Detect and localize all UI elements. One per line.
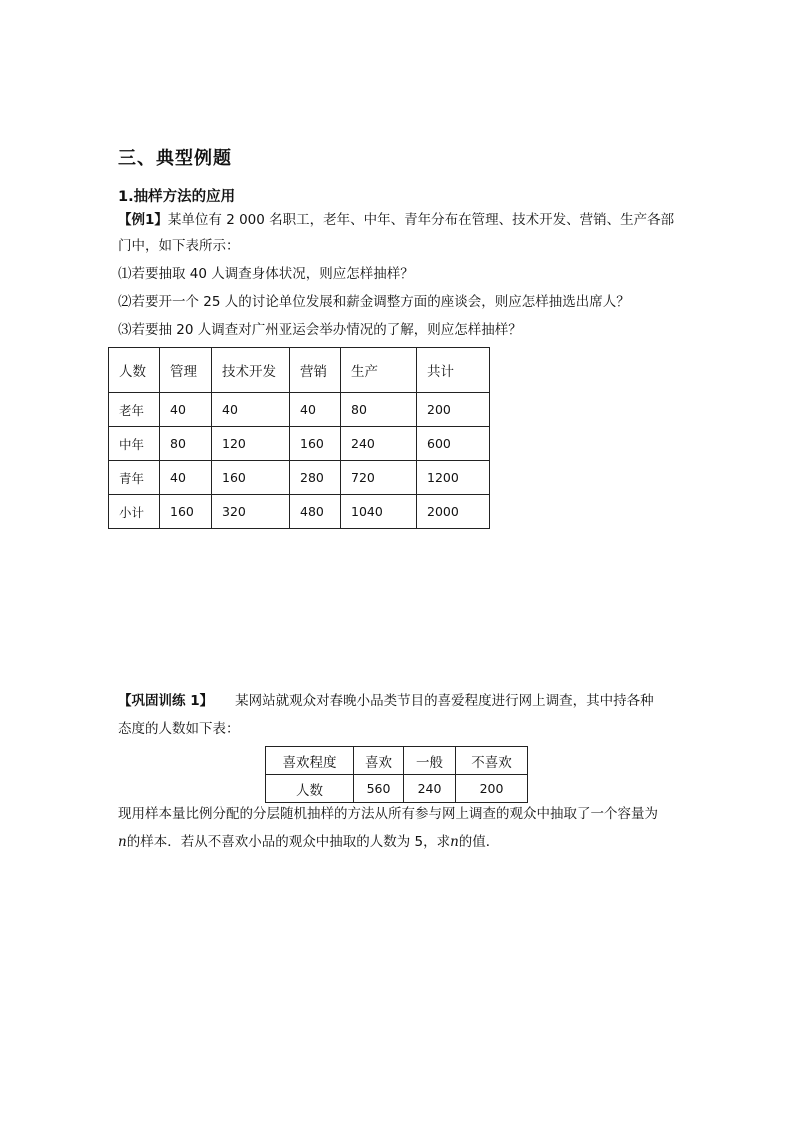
table-row [109, 495, 490, 529]
staff-table-header: 管理 [160, 348, 212, 393]
table-cell: 160 [290, 427, 341, 461]
row-label: 中年 [109, 427, 160, 461]
table-cell: 240 [404, 775, 456, 803]
table-cell: 240 [341, 427, 417, 461]
staff-table-header: 营销 [290, 348, 341, 393]
example1-question2: ⑵若要开一个 25 人的讨论单位发展和薪金调整方面的座谈会，则应怎样抽选出席人？ [118, 294, 630, 310]
preference-table-header-row [266, 747, 528, 775]
table-cell: 200 [417, 393, 490, 427]
row-label: 老年 [109, 393, 160, 427]
table-cell: 80 [160, 427, 212, 461]
table-cell: 560 [354, 775, 404, 803]
table-cell: 40 [290, 393, 341, 427]
table-cell: 40 [160, 393, 212, 427]
example1-text1: 某单位有 2 000 名职工，老年、中年、青年分布在管理、技术开发、营销、生产各部 [167, 212, 675, 228]
table-row [266, 775, 528, 803]
table-cell: 80 [341, 393, 417, 427]
training1-line3: 现用样本量比例分配的分层随机抽样的方法从所有参与网上调查的观众中抽取了一个容量为 [118, 806, 658, 822]
variable-n: n [118, 834, 127, 850]
table-cell: 600 [417, 427, 490, 461]
training1-text4a: 的样本．若从不喜欢小品的观众中抽取的人数为 5，求 [126, 834, 451, 850]
staff-table [108, 347, 490, 529]
training1-text1: 某网站就观众对春晚小品类节目的喜爱程度进行网上调查，其中持各种 [235, 693, 654, 709]
table-cell: 160 [212, 461, 290, 495]
row-label: 青年 [109, 461, 160, 495]
preference-table-header: 喜欢 [354, 747, 404, 775]
staff-table-header: 共计 [417, 348, 490, 393]
table-cell: 2000 [417, 495, 490, 529]
row-label: 小计 [109, 495, 160, 529]
row-label: 人数 [266, 775, 354, 803]
staff-table-header: 技术开发 [212, 348, 290, 393]
training1-tag: 【巩固训练 1】 [118, 693, 214, 709]
variable-n: n [450, 834, 459, 850]
example1-line1 [118, 210, 674, 230]
table-row [109, 427, 490, 461]
example1-question3: ⑶若要抽 20 人调查对广州亚运会举办情况的了解，则应怎样抽样？ [118, 322, 522, 338]
table-cell: 1040 [341, 495, 417, 529]
table-cell: 320 [212, 495, 290, 529]
training1-line2: 态度的人数如下表： [118, 721, 240, 737]
staff-table-header: 生产 [341, 348, 417, 393]
section-title: 三、典型例题 [118, 148, 232, 169]
training1-text4b: 的值． [458, 834, 500, 850]
table-cell: 480 [290, 495, 341, 529]
preference-table-header: 喜欢程度 [266, 747, 354, 775]
preference-table-header: 不喜欢 [456, 747, 528, 775]
example1-question1: ⑴若要抽取 40 人调查身体状况，则应怎样抽样？ [118, 266, 414, 282]
table-row [109, 393, 490, 427]
subsection-title: 1.抽样方法的应用 [118, 189, 236, 205]
example1-line2: 门中，如下表所示： [118, 238, 240, 254]
preference-table [265, 746, 528, 803]
table-row [109, 461, 490, 495]
training1-line4 [118, 832, 499, 852]
staff-table-header-row [109, 348, 490, 393]
table-cell: 40 [160, 461, 212, 495]
table-cell: 120 [212, 427, 290, 461]
table-cell: 40 [212, 393, 290, 427]
example1-tag: 【例1】 [118, 212, 168, 228]
table-cell: 720 [341, 461, 417, 495]
table-cell: 160 [160, 495, 212, 529]
table-cell: 280 [290, 461, 341, 495]
staff-table-header: 人数 [109, 348, 160, 393]
preference-table-header: 一般 [404, 747, 456, 775]
table-cell: 200 [456, 775, 528, 803]
table-cell: 1200 [417, 461, 490, 495]
training1-line1 [118, 691, 654, 711]
